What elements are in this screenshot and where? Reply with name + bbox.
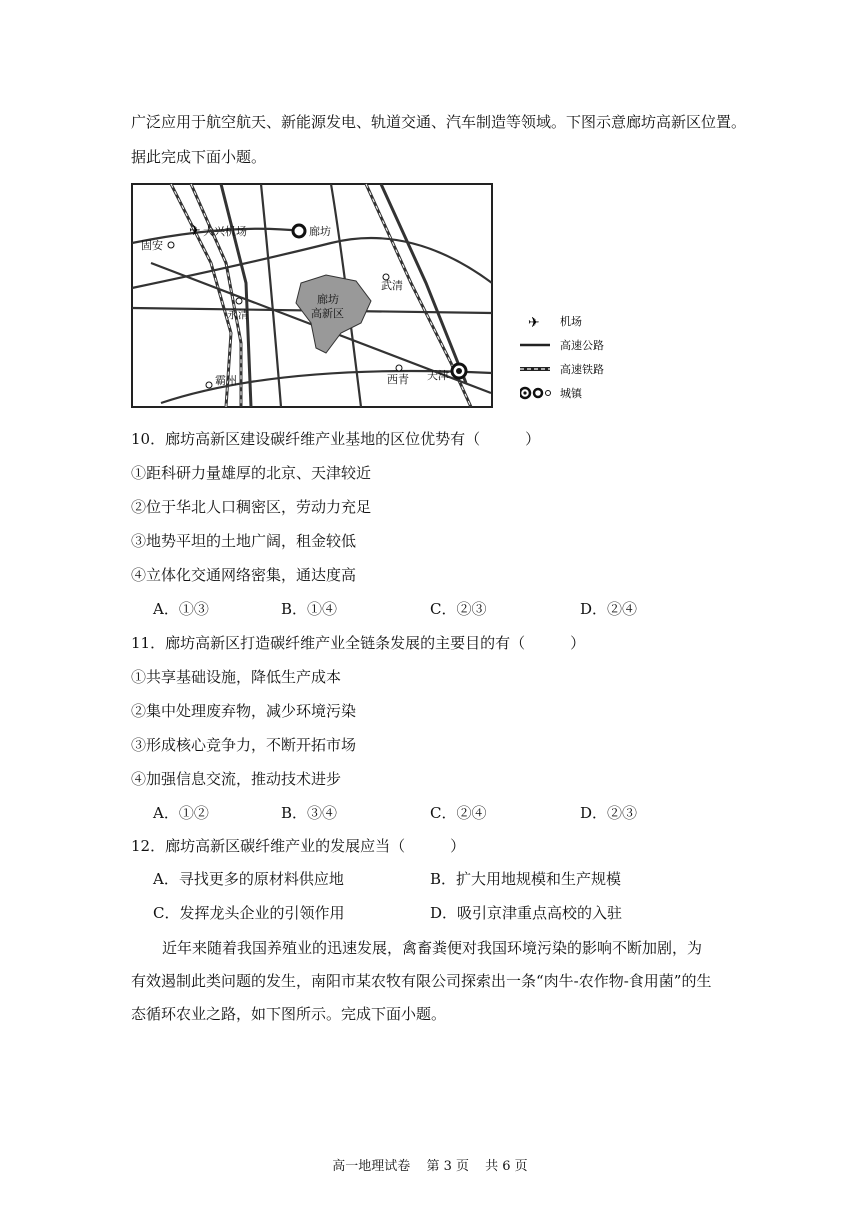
intro-line-2: 据此完成下面小题。	[131, 148, 267, 166]
airport-icon: ✈	[189, 223, 201, 239]
page-footer	[0, 1155, 860, 1174]
langfang-location-map	[131, 183, 493, 408]
label-wuqing: 武清	[381, 280, 403, 292]
q10-item-1: ①距科研力量雄厚的北京、天津较近	[131, 464, 372, 482]
q11-option-c: C．②④	[430, 804, 487, 822]
q12-stem: 12．廊坊高新区碳纤维产业的发展应当（ ）	[131, 837, 466, 855]
q11-item-2: ②集中处理废弃物，减少环境污染	[131, 702, 357, 720]
label-langfang: 廊坊	[309, 226, 331, 238]
label-yongqing: 永清	[227, 309, 249, 321]
q10-option-c: C．②③	[430, 600, 487, 618]
langfang-town-marker	[293, 225, 305, 237]
footer-page: 第 3 页	[426, 1159, 469, 1174]
q10-item-3: ③地势平坦的土地广阔，租金较低	[131, 532, 357, 550]
q12-option-d: D．吸引京津重点高校的入驻	[430, 904, 623, 922]
q10-item-4: ④立体化交通网络密集，通达度高	[131, 566, 357, 584]
footer-subject: 高一地理试卷	[332, 1159, 411, 1174]
town-medium-icon	[534, 389, 542, 397]
airport-legend-icon: ✈	[528, 315, 540, 331]
q11-item-4: ④加强信息交流，推动技术进步	[131, 770, 342, 788]
map-legend	[520, 305, 660, 405]
label-gxq-2: 高新区	[311, 308, 344, 320]
q11-item-3: ③形成核心竞争力，不断开拓市场	[131, 736, 357, 754]
q11-option-a: A．①②	[153, 804, 209, 822]
q10-item-2: ②位于华北人口稠密区，劳动力充足	[131, 498, 372, 516]
legend-railway: 高速铁路	[560, 363, 604, 376]
label-bazhou: 霸州	[215, 375, 237, 387]
legend-airport: 机场	[560, 315, 582, 328]
footer-total: 共 6 页	[485, 1159, 528, 1174]
passage-line-3: 态循环农业之路，如下图所示。完成下面小题。	[131, 1005, 447, 1023]
q12-option-a: A．寻找更多的原材料供应地	[153, 870, 344, 888]
legend-highway: 高速公路	[560, 339, 604, 352]
q11-stem: 11．廊坊高新区打造碳纤维产业全链条发展的主要目的有（ ）	[131, 634, 586, 652]
intro-line-1: 广泛应用于航空航天、新能源发电、轨道交通、汽车制造等领域。下图示意廊坊高新区位置。	[131, 113, 747, 131]
label-tianjin: 天津	[427, 370, 449, 382]
passage-line-2: 有效遏制此类问题的发生，南阳市某农牧有限公司探索出一条“肉牛-农作物-食用菌”的生	[131, 972, 712, 990]
town-small-icon	[546, 391, 551, 396]
q12-option-b: B．扩大用地规模和生产规模	[430, 870, 622, 888]
q11-item-1: ①共享基础设施，降低生产成本	[131, 668, 342, 686]
q10-stem: 10．廊坊高新区建设碳纤维产业基地的区位优势有（ ）	[131, 430, 541, 448]
passage-line-1: 近年来随着我国养殖业的迅速发展，禽畜粪便对我国环境污染的影响不断加剧，为	[162, 939, 703, 957]
label-gxq-1: 廊坊	[317, 294, 339, 306]
legend-town: 城镇	[560, 387, 582, 400]
q10-option-d: D．②④	[580, 600, 638, 618]
label-guan: 固安	[141, 240, 163, 252]
q10-option-b: B．①④	[281, 600, 338, 618]
q11-option-b: B．③④	[281, 804, 338, 822]
label-xiqing: 西青	[387, 374, 409, 386]
q10-option-a: A．①③	[153, 600, 209, 618]
label-daxing: 大兴机场	[203, 226, 247, 238]
q11-option-d: D．②③	[580, 804, 638, 822]
q12-option-c: C．发挥龙头企业的引领作用	[153, 904, 345, 922]
